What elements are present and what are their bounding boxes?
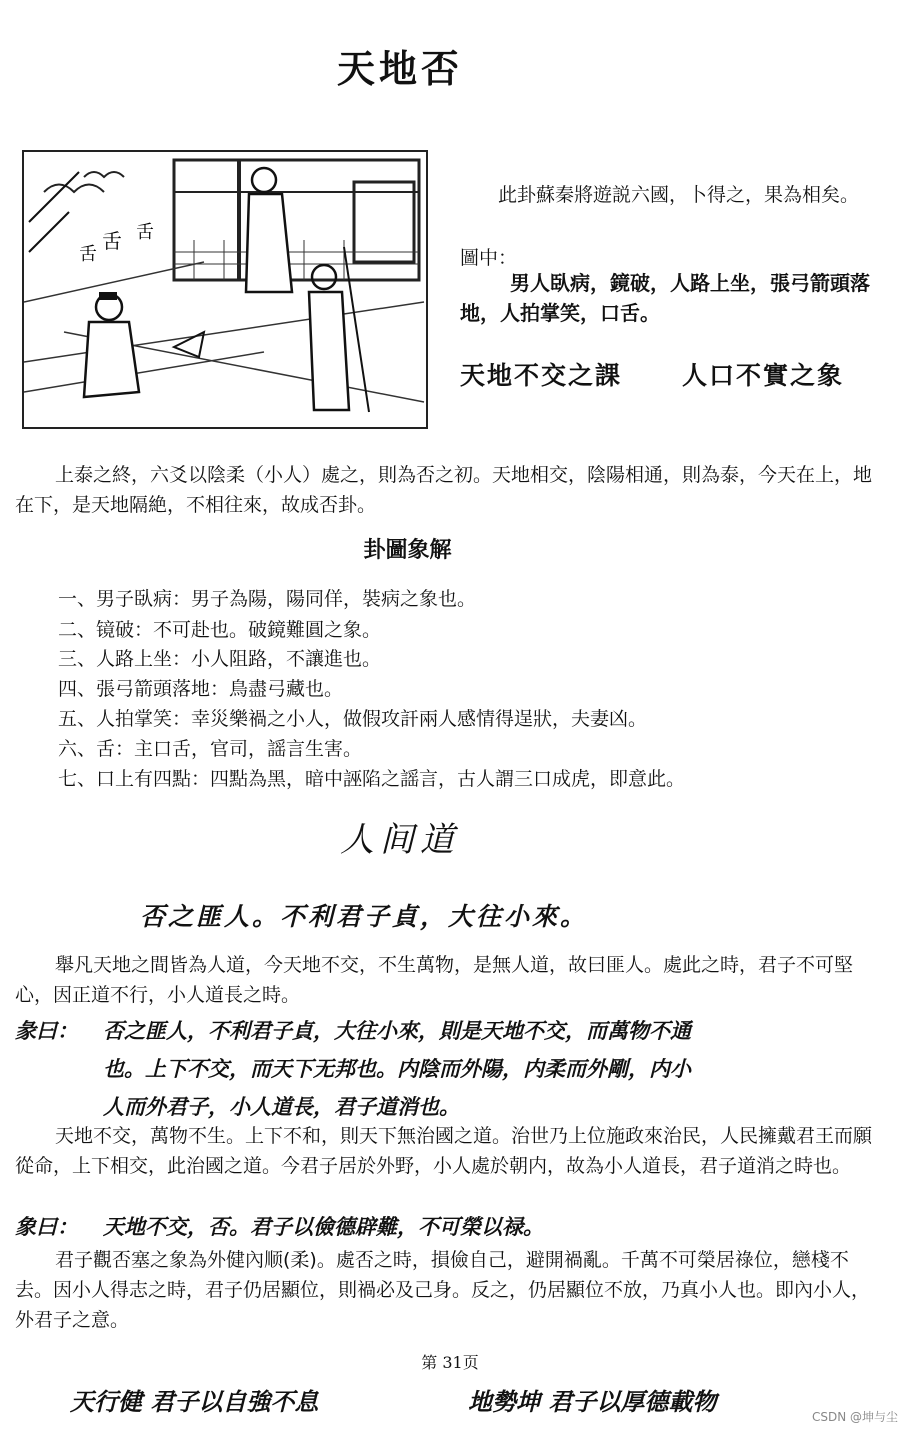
list-item: 六、舌：主口舌，官司，謡言生害。 bbox=[58, 738, 363, 760]
list-item: 三、人路上坐：小人阻路，不讓進也。 bbox=[58, 648, 382, 670]
list-item: 七、口上有四點：四點為黑，暗中誣陷之謡言，古人謂三口成虎，即意此。 bbox=[58, 768, 686, 790]
watermark: CSDN @坤与尘 bbox=[811, 1410, 898, 1424]
figure-description: 男人臥病，鏡破，人路上坐，張弓箭頭落地，人拍掌笑，口舌。 bbox=[460, 271, 870, 325]
illustration-label: 舌 bbox=[102, 229, 122, 253]
illustration-label: 舌 bbox=[79, 244, 97, 265]
tuan-block bbox=[15, 1012, 895, 1126]
paragraph: 上泰之終，六爻以陰柔（小人）處之，則為否之初。天地相交，陰陽相通，則為泰，今天在上，地在下，是天地隔絶，不相往來，故成否卦。 bbox=[15, 464, 873, 516]
section-title: 卦圖象解 bbox=[363, 537, 452, 563]
illustration-label: 舌 bbox=[136, 222, 154, 243]
judgment: 否之匪人。不利君子貞，大往小來。 bbox=[140, 902, 589, 931]
figure-label: 圖中： bbox=[460, 247, 518, 269]
page-title: 天地否 bbox=[336, 46, 463, 91]
list-item: 一、男子臥病：男子為陽，陽同佯，裝病之象也。 bbox=[58, 588, 477, 610]
lesson-a: 天地不交之課 bbox=[460, 361, 623, 390]
xiang-text: 天地不交，否。君子以儉德辟難，不可榮以禄。 bbox=[103, 1214, 544, 1239]
list-item: 二、镜破：不可赴也。破鏡難圓之象。 bbox=[58, 619, 382, 641]
paragraph: 君子觀否塞之象為外健內顺(柔)。處否之時，損儉自己，避開禍亂。千萬不可榮居祿位，戀棧不去。因小人得志之時，君子仍居顯位，則禍必及己身。反之，仍居顯位不放，乃真小人也。即內小人，外君子之意。 bbox=[15, 1249, 871, 1331]
woodcut-illustration bbox=[22, 150, 428, 429]
xiang-block bbox=[15, 1208, 895, 1246]
page-number: 第 31页 bbox=[421, 1353, 479, 1372]
lesson-b: 人口不實之象 bbox=[682, 361, 845, 390]
footer-motto-left: 天行健 君子以自強不息 bbox=[70, 1387, 319, 1416]
divination-note: 此卦蘇秦將遊説六國，卜得之，果為相矣。 bbox=[498, 184, 860, 206]
illustration-drawing bbox=[24, 152, 426, 427]
paragraph: 天地不交，萬物不生。上下不和，則天下無治國之道。治世乃上位施政來治民，人民擁戴君王而願從命，上下相交，此治國之道。今君子居於外野，小人處於朝内，故為小人道長，君子道消之時也。 bbox=[15, 1125, 873, 1177]
tuan-label: 彖曰： bbox=[15, 1018, 78, 1043]
list-item: 四、張弓箭頭落地：鳥盡弓藏也。 bbox=[58, 678, 344, 700]
paragraph: 舉凡天地之間皆為人道，今天地不交，不生萬物，是無人道，故曰匪人。處此之時，君子不可堅心，因正道不行，小人道長之時。 bbox=[15, 954, 854, 1006]
tuan-text: 否之匪人，不利君子貞，大往小來，則是天地不交，而萬物不通 bbox=[103, 1018, 691, 1043]
tuan-text: 人而外君子，小人道長，君子道消也。 bbox=[103, 1094, 460, 1119]
tuan-text: 也。上下不交，而天下无邦也。内陰而外陽，内柔而外剛，内小 bbox=[103, 1056, 691, 1081]
footer-motto-right: 地勢坤 君子以厚德載物 bbox=[468, 1387, 717, 1416]
list-item: 五、人拍掌笑：幸災樂禍之小人，做假攻訐兩人感情得逞狀，夫妻凶。 bbox=[58, 708, 648, 730]
section-title: 人间道 bbox=[340, 820, 460, 860]
xiang-label: 象曰： bbox=[15, 1214, 78, 1239]
